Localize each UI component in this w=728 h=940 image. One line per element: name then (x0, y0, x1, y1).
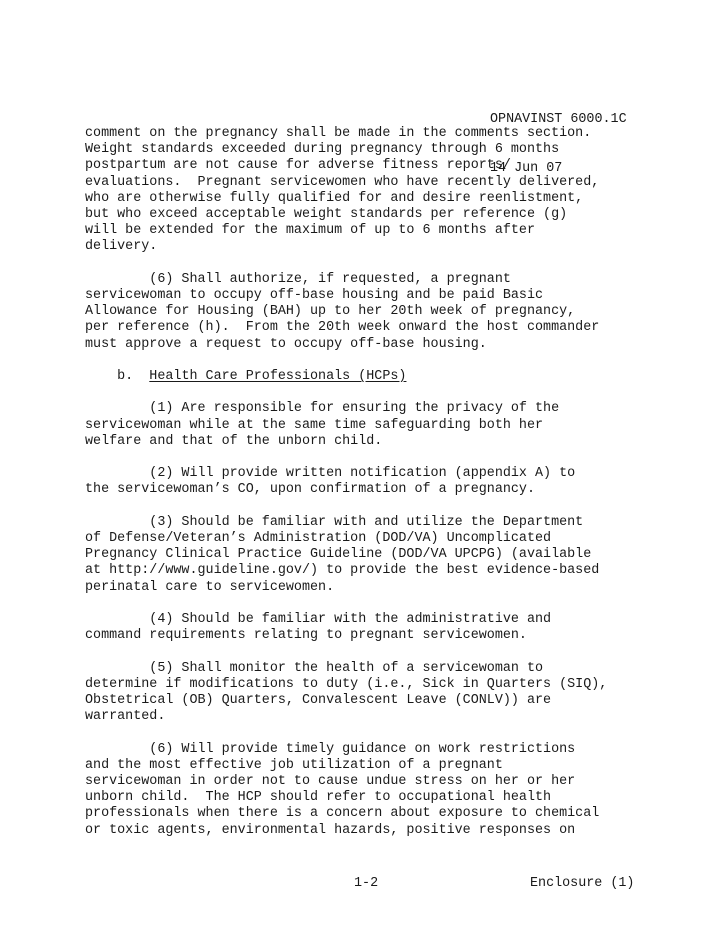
hcp-paragraph-3: (3) Should be familiar with and utilize the Department of Defense/Veteran’s Administration (DOD/VA) Uncomplicated Pregnancy Clinical Practice Guideline (DOD/VA UPCPG) (available at http://www.guideline.gov/) to provide the best evidence-based perinatal care to servicewomen. (85, 514, 600, 595)
hcp-paragraph-6: (6) Will provide timely guidance on work restrictions and the most effective job utilization of a pregnant servicewoman in order not to cause undue stress on her or her unborn child. The HCP should refer to occupational health professionals when there is a concern about exposure to chemical or toxic agents, environmental hazards, positive responses on (85, 741, 600, 838)
instruction-number: OPNAVINST 6000.1C (490, 112, 627, 128)
paragraph-off-base-housing: (6) Shall authorize, if requested, a pregnant servicewoman to occupy off-base housing and be paid Basic Allowance for Housing (BAH) up to her 20th week of pregnancy, per reference (h). From the 20th week onward the host commander must approve a request to occupy off-base housing. (85, 271, 600, 352)
section-b-label: b. (85, 369, 150, 385)
hcp-paragraph-4: (4) Should be familiar with the administrative and command requirements relating to pregnant servicewomen. (85, 612, 552, 644)
instruction-date: 14 Jun 07 (490, 161, 563, 176)
hcp-paragraph-5: (5) Shall monitor the health of a servicewoman to determine if modifications to duty (i.e., Sick in Quarters (SIQ), Obstetrical (OB) Quarters, Convalescent Leave (CONLV)) are warranted. (85, 660, 608, 725)
section-b-heading (85, 369, 645, 385)
enclosure-label: Enclosure (1) (530, 876, 635, 891)
section-b-title: Health Care Professionals (HCPs) (149, 369, 407, 385)
document-body (85, 126, 645, 855)
hcp-paragraph-1: (1) Are responsible for ensuring the privacy of the servicewoman while at the same time safeguarding both her welfare and that of the unborn child. (85, 401, 560, 449)
page-number: 1-2 (354, 876, 379, 891)
hcp-paragraph-2: (2) Will provide written notification (appendix A) to the servicewoman’s CO, upon confirmation of a pregnancy. (85, 466, 576, 498)
paragraph-weight-standards: comment on the pregnancy shall be made in the comments section. Weight standards exceeded during pregnancy through 6 months postpartum are not cause for adverse fitness reports/ evaluations. Pregnant servicewomen who have recently delivered, who are otherwise fully qualified for and desire reenlistment, but who exceed acceptable weight standards per reference (g) will be extended for the maximum of up to 6 months after delivery. (85, 126, 600, 255)
